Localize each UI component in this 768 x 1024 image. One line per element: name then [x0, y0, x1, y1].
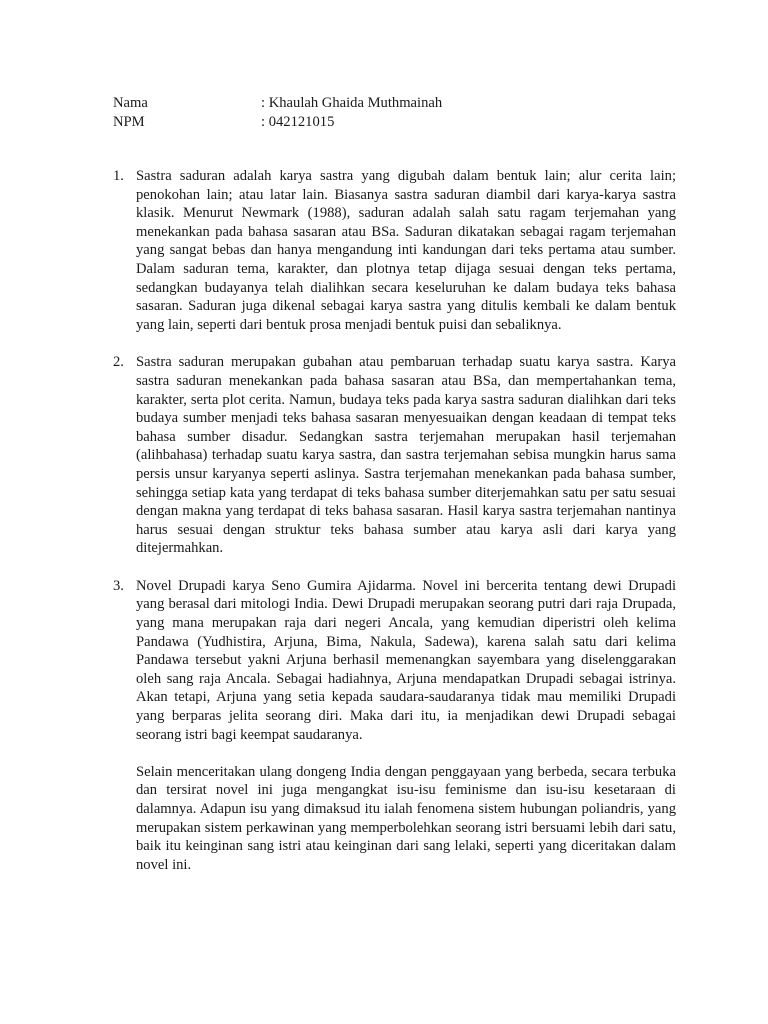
answer-paragraph: Sastra saduran merupakan gubahan atau pembaruan terhadap suatu karya sastra. Karya sastra saduran menekankan pada bahasa sasaran atau BSa, dan mempertahankan tema, karakter, serta plot cerita. Namun, budaya teks pada karya sastra saduran dialihkan dari teks budaya sumber menjadi teks bahasa sasaran menyesuaikan dengan keadaan di tempat teks bahasa sumber disadur. Sedangkan sastra terjemahan merupakan hasil terjemahan (alihbahasa) terhadap suatu karya sastra, dan sastra terjemahan sebisa mungkin harus sama persis unsur karyanya seperti aslinya. Sastra terjemahan menekankan pada bahasa sumber, sehingga setiap kata yang terdapat di teks bahasa sumber diterjemahkan satu per satu sesuai dengan makna yang terdapat di teks bahasa sasaran. Hasil karya sastra terjemahan nantinya harus sesuai dengan struktur teks bahasa sumber atau karya asli dari karya yang ditejermahkan. — [136, 354, 676, 557]
npm-row — [113, 113, 673, 132]
answer-item-2 — [113, 353, 676, 558]
answer-number: 3. — [113, 577, 124, 594]
npm-label: NPM — [113, 114, 145, 130]
answer-content — [136, 577, 676, 875]
answer-number: 1. — [113, 168, 124, 184]
answer-content — [136, 353, 676, 558]
answer-paragraph: Novel Drupadi karya Seno Gumira Ajidarma. Novel ini bercerita tentang dewi Drupadi yang berasal dari mitologi India. Dewi Drupadi merupakan seorang putri dari raja Drupada, yang mana merupakan raja dari negeri Ancala, yang kemudian diperistri oleh kelima Pandawa (Yudhistira, Arjuna, Bima, Nakula, Sadewa), karena salah satu dari kelima Pandawa tersebut yakni Arjuna berhasil memenangkan sayembara yang diselenggarakan oleh sang raja Ancala. Sebagai hadiahnya, Arjuna mendapatkan Drupadi sebagai istrinya. Akan tetapi, Arjuna yang setia kepada saudara-saudaranya tidak mau memiliki Drupadi yang berparas jelita seorang diri. Maka dari itu, ia menjadikan dewi Drupadi sebagai seorang istri bagi keempat saudaranya. — [136, 577, 676, 743]
answer-paragraph: Selain menceritakan ulang dongeng India dengan penggayaan yang berbeda, secara terbuka dan tersirat novel ini juga mengangkat isu-isu feminisme dan isu-isu kesetaraan di dalamnya. Adapun isu yang dimaksud itu ialah fenomena sistem hubungan poliandris, yang merupakan sistem perkawinan yang memperbolehkan seorang istri bersuami lebih dari satu, baik itu keinginan sang istri atau keinginan dari sang lelaki, seperti yang diceritakan dalam novel ini. — [136, 763, 676, 873]
nama-label: Nama — [113, 95, 148, 111]
nama-row — [113, 94, 673, 113]
answer-item-1 — [113, 167, 676, 334]
answer-number: 2. — [113, 354, 124, 371]
npm-value: : 042121015 — [261, 114, 335, 130]
answer-content — [136, 167, 676, 334]
answer-item-3 — [113, 577, 676, 875]
answer-list — [113, 167, 676, 893]
answer-paragraph: Sastra saduran adalah karya sastra yang digubah dalam bentuk lain; alur cerita lain; penokohan lain; atau latar lain. Biasanya sastra saduran diambil dari karya-karya sastra klasik. Menurut Newmark (1988), saduran adalah salah satu ragam terjemahan yang menekankan pada bahasa sasaran atau BSa. Saduran dikatakan sebagai ragam terjemahan yang sangat bebas dan hanya mengandung inti kandungan dari teks pertama atau sumber. Dalam saduran tema, karakter, dan plotnya tetap dijaga sesuai dengan teks pertama, sedangkan budayanya telah dialihkan secara keseluruhan ke dalam budaya teks bahasa sasaran. Saduran juga dikenal sebagai karya sastra yang ditulis kembali ke dalam bentuk yang lain, seperti dari bentuk prosa menjadi bentuk puisi dan sebaliknya. — [136, 168, 676, 333]
student-info — [113, 94, 673, 132]
nama-value: : Khaulah Ghaida Muthmainah — [261, 95, 443, 111]
